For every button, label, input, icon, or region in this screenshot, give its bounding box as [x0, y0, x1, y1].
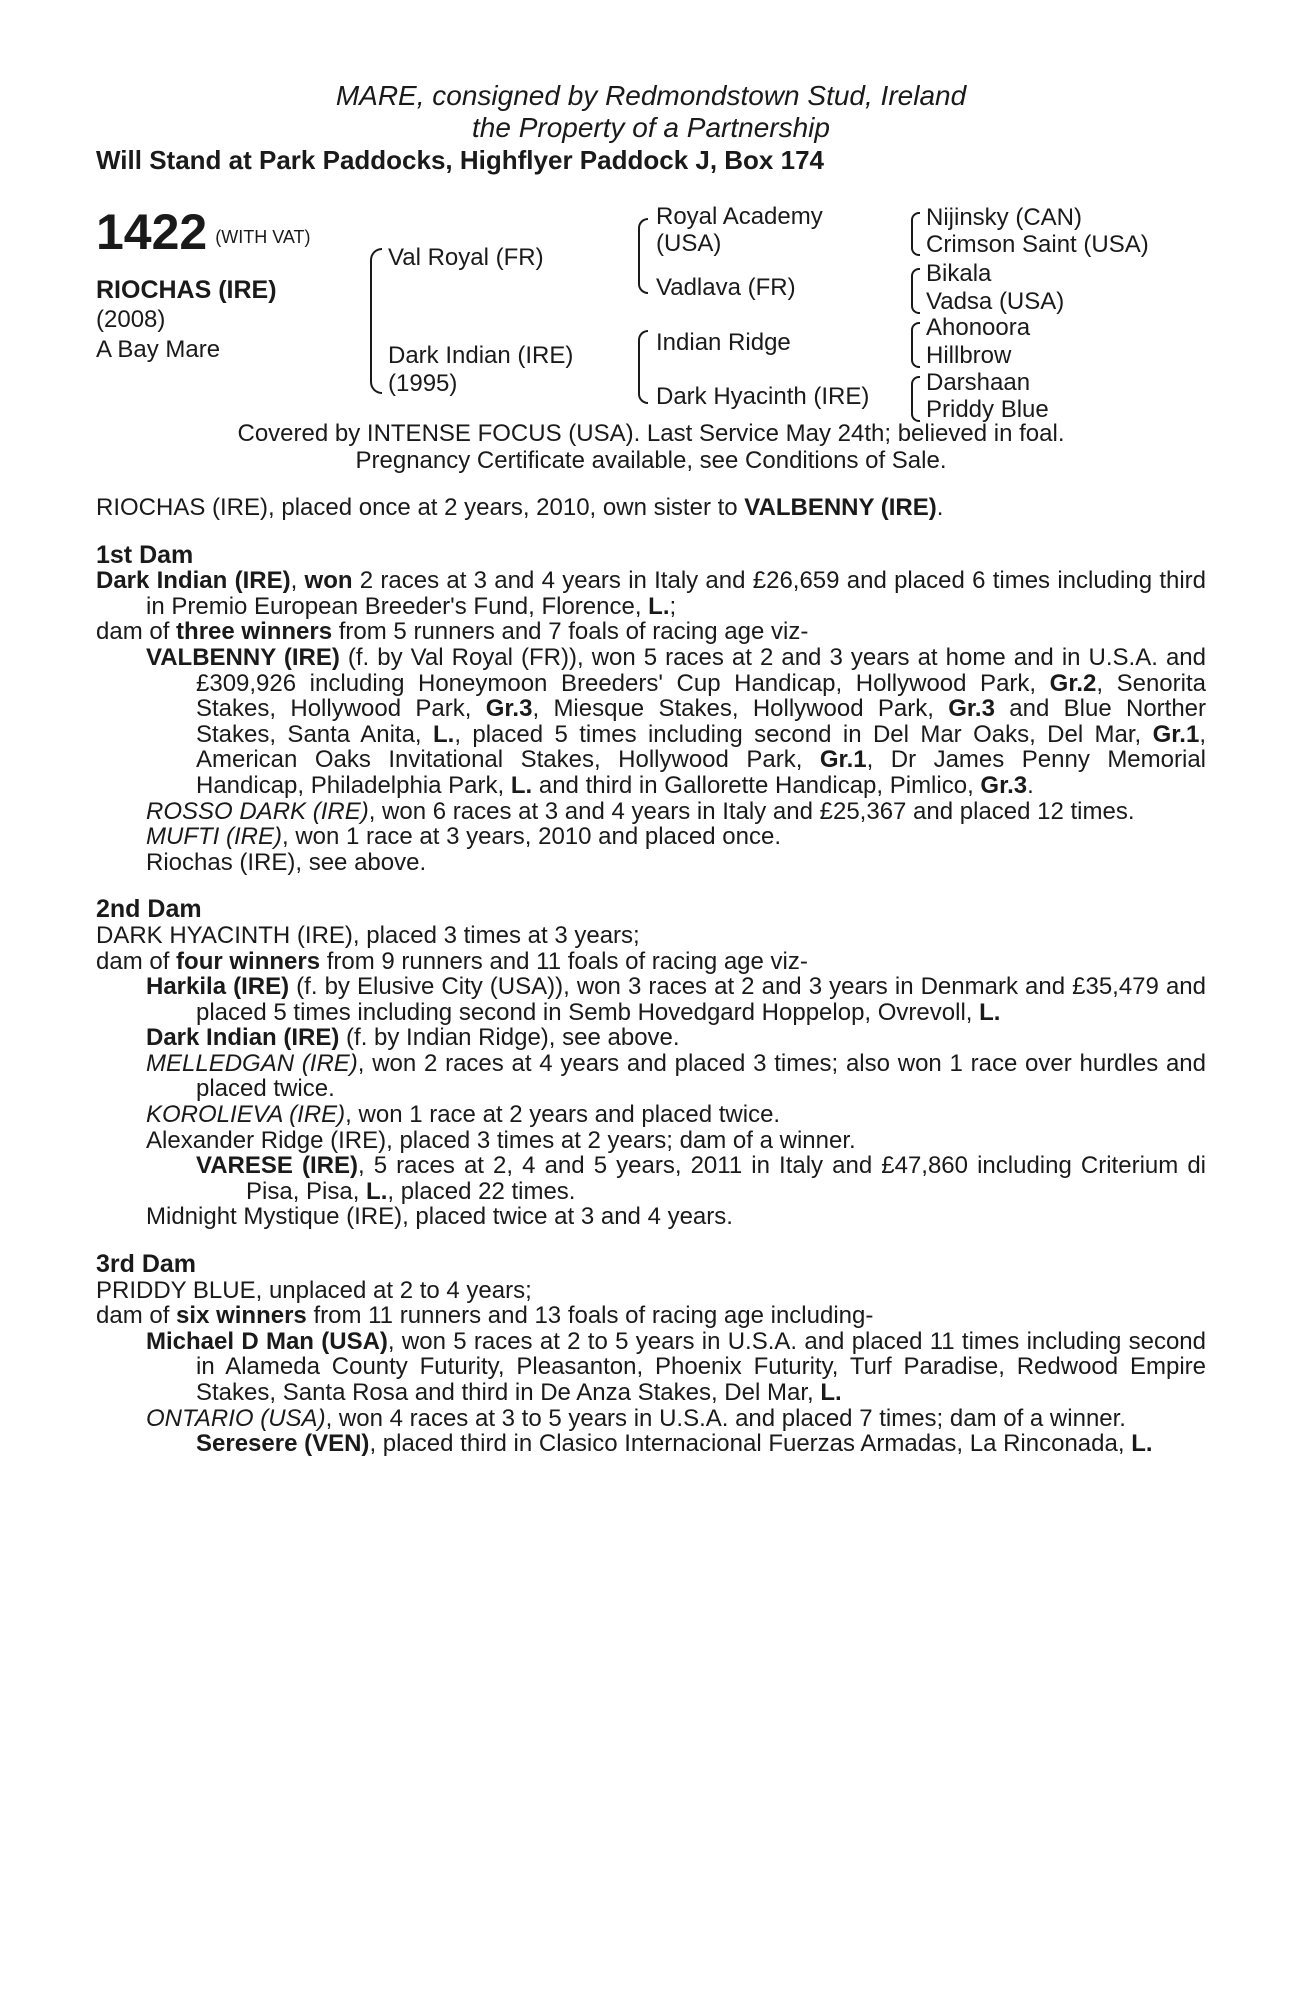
catalogue-page	[96, 0, 1206, 2000]
third-dam-heading: 3rd Dam	[96, 1250, 197, 1279]
grand-produce-entry: Seresere (VEN), placed third in Clasico Internacional Fuerzas Armadas, La Rinconada, L.	[196, 1430, 1153, 1458]
pedigree-brace-ds	[911, 322, 920, 368]
pedigree-dsd: Hillbrow	[926, 342, 1012, 369]
produce-entry: KOROLIEVA (IRE), won 1 race at 2 years and placed twice.	[146, 1101, 781, 1129]
catalogue-body	[96, 495, 1206, 1457]
produce-entry: Harkila (IRE) (f. by Elusive City (USA)), won 3 races at 2 and 3 years in Denmark and £35,479 and placed 5 times including second in Semb Hovedgard Hoppelop, Ovrevoll, L.	[146, 973, 1206, 1026]
pedigree-brace-sd	[911, 268, 920, 314]
pedigree-dam: Dark Indian (IRE)	[388, 342, 574, 369]
second-dam-record: DARK HYACINTH (IRE), placed 3 times at 3 years;	[96, 921, 640, 949]
produce-entry: Alexander Ridge (IRE), placed 3 times at 2 years; dam of a winner.	[146, 1126, 856, 1154]
lot-number: 1422	[96, 204, 208, 260]
produce-entry: MELLEDGAN (IRE), won 2 races at 4 years and placed 3 times; also won 1 race over hurdles and placed twice.	[146, 1049, 1207, 1103]
pedigree-sire: Val Royal (FR)	[388, 244, 544, 271]
first-dam-heading: 1st Dam	[96, 540, 194, 569]
pedigree-sdd: Vadsa (USA)	[926, 288, 1065, 315]
third-dam-record: PRIDDY BLUE, unplaced at 2 to 4 years;	[96, 1276, 532, 1304]
pedigree-dam-year: (1995)	[388, 370, 458, 397]
pedigree-sire-sire: Royal Academy	[656, 203, 823, 230]
lot-header	[96, 80, 1206, 176]
produce-entry: Michael D Man (USA), won 5 races at 2 to 5 years in U.S.A. and placed 11 times including second in Alameda County Futurity, Pleasanton, Phoenix Futurity, Turf Paradise, Redwood Empire Stakes, Santa Rosa and third in De Anza Stakes, Del Mar, L.	[146, 1327, 1206, 1406]
pedigree-sire-dam: Vadlava (FR)	[656, 274, 796, 301]
pedigree-dam-dam: Dark Hyacinth (IRE)	[656, 383, 870, 410]
certificate-line: Pregnancy Certificate available, see Conditions of Sale.	[355, 447, 947, 474]
pedigree-ssd: Crimson Saint (USA)	[926, 231, 1149, 258]
produce-entry: ROSSO DARK (IRE), won 6 races at 3 and 4 years in Italy and £25,367 and placed 12 times.	[146, 797, 1135, 825]
horse-description: A Bay Mare	[96, 336, 221, 363]
first-dam-produce-summary: dam of three winners from 5 runners and 7 foals of racing age viz-	[96, 618, 809, 646]
pedigree-dds: Darshaan	[926, 369, 1031, 396]
produce-entry: ONTARIO (USA), won 4 races at 3 to 5 years in U.S.A. and placed 7 times; dam of a winner.	[146, 1404, 1126, 1432]
lot-info	[96, 205, 356, 365]
pedigree-brace-dam	[638, 330, 648, 404]
produce-entry: MUFTI (IRE), won 1 race at 3 years, 2010 and placed once.	[146, 823, 781, 851]
horse-year: (2008)	[96, 306, 166, 333]
produce-entry: Riochas (IRE), see above.	[146, 848, 427, 876]
pedigree-sire-sire-country: (USA)	[656, 230, 722, 257]
third-dam-produce-summary: dam of six winners from 11 runners and 13 foals of racing age including-	[96, 1302, 874, 1330]
pedigree-brace-main	[370, 248, 382, 394]
pedigree-dam-sire: Indian Ridge	[656, 329, 791, 356]
produce-entry: Midnight Mystique (IRE), placed twice at 3 and 4 years.	[146, 1203, 733, 1231]
covering-note	[96, 420, 1206, 474]
consignor-line: MARE, consigned by Redmondstown Stud, Ireland	[335, 80, 967, 111]
pedigree-sss: Nijinsky (CAN)	[926, 204, 1082, 231]
pedigree-brace-dd	[911, 376, 920, 422]
second-dam-heading: 2nd Dam	[96, 895, 202, 924]
location-line: Will Stand at Park Paddocks, Highflyer Paddock J, Box 174	[96, 145, 824, 175]
first-dam-record: Dark Indian (IRE), won 2 races at 3 and 4 years in Italy and £26,659 and placed 6 times including third in Premio European Breeder's Fund, Florence, L.;	[96, 567, 1207, 620]
pedigree-brace-ss	[911, 212, 920, 256]
second-dam-produce-summary: dam of four winners from 9 runners and 11 foals of racing age viz-	[96, 947, 808, 975]
grand-produce-entry: VARESE (IRE), 5 races at 2, 4 and 5 years, 2011 in Italy and £47,860 including Criterium di Pisa, Pisa, L., placed 22 times.	[196, 1152, 1206, 1205]
pedigree-dss: Ahonoora	[926, 314, 1031, 341]
vat-note: (WITH VAT)	[215, 227, 311, 247]
horse-name: RIOCHAS (IRE)	[96, 276, 277, 304]
pedigree-brace-sire	[638, 218, 648, 294]
owner-line: the Property of a Partnership	[472, 112, 830, 143]
produce-entry: VALBENNY (IRE) (f. by Val Royal (FR)), won 5 races at 2 and 3 years at home and in U.S.A. and £309,926 including Honeymoon Breeders' Cup Handicap, Hollywood Park, Gr.2, Senorita Stakes, Hollywood Park, Gr.3, Miesque Stakes, Hollywood Park, Gr.3 and Blue Norther Stakes, Santa Anita, L., placed 5 times including second in Del Mar Oaks, Del Mar, Gr.1, American Oaks Invitational Stakes, Hollywood Park, Gr.1, Dr James Penny Memorial Handicap, Philadelphia Park, L. and third in Gallorette Handicap, Pimlico, Gr.3.	[146, 643, 1207, 799]
produce-entry: Dark Indian (IRE) (f. by Indian Ridge), see above.	[146, 1024, 680, 1052]
intro-paragraph: RIOCHAS (IRE), placed once at 2 years, 2010, own sister to VALBENNY (IRE).	[96, 494, 944, 521]
pedigree-sds: Bikala	[926, 260, 992, 287]
covering-line: Covered by INTENSE FOCUS (USA). Last Service May 24th; believed in foal.	[237, 420, 1065, 447]
pedigree-ddd: Priddy Blue	[926, 396, 1049, 423]
